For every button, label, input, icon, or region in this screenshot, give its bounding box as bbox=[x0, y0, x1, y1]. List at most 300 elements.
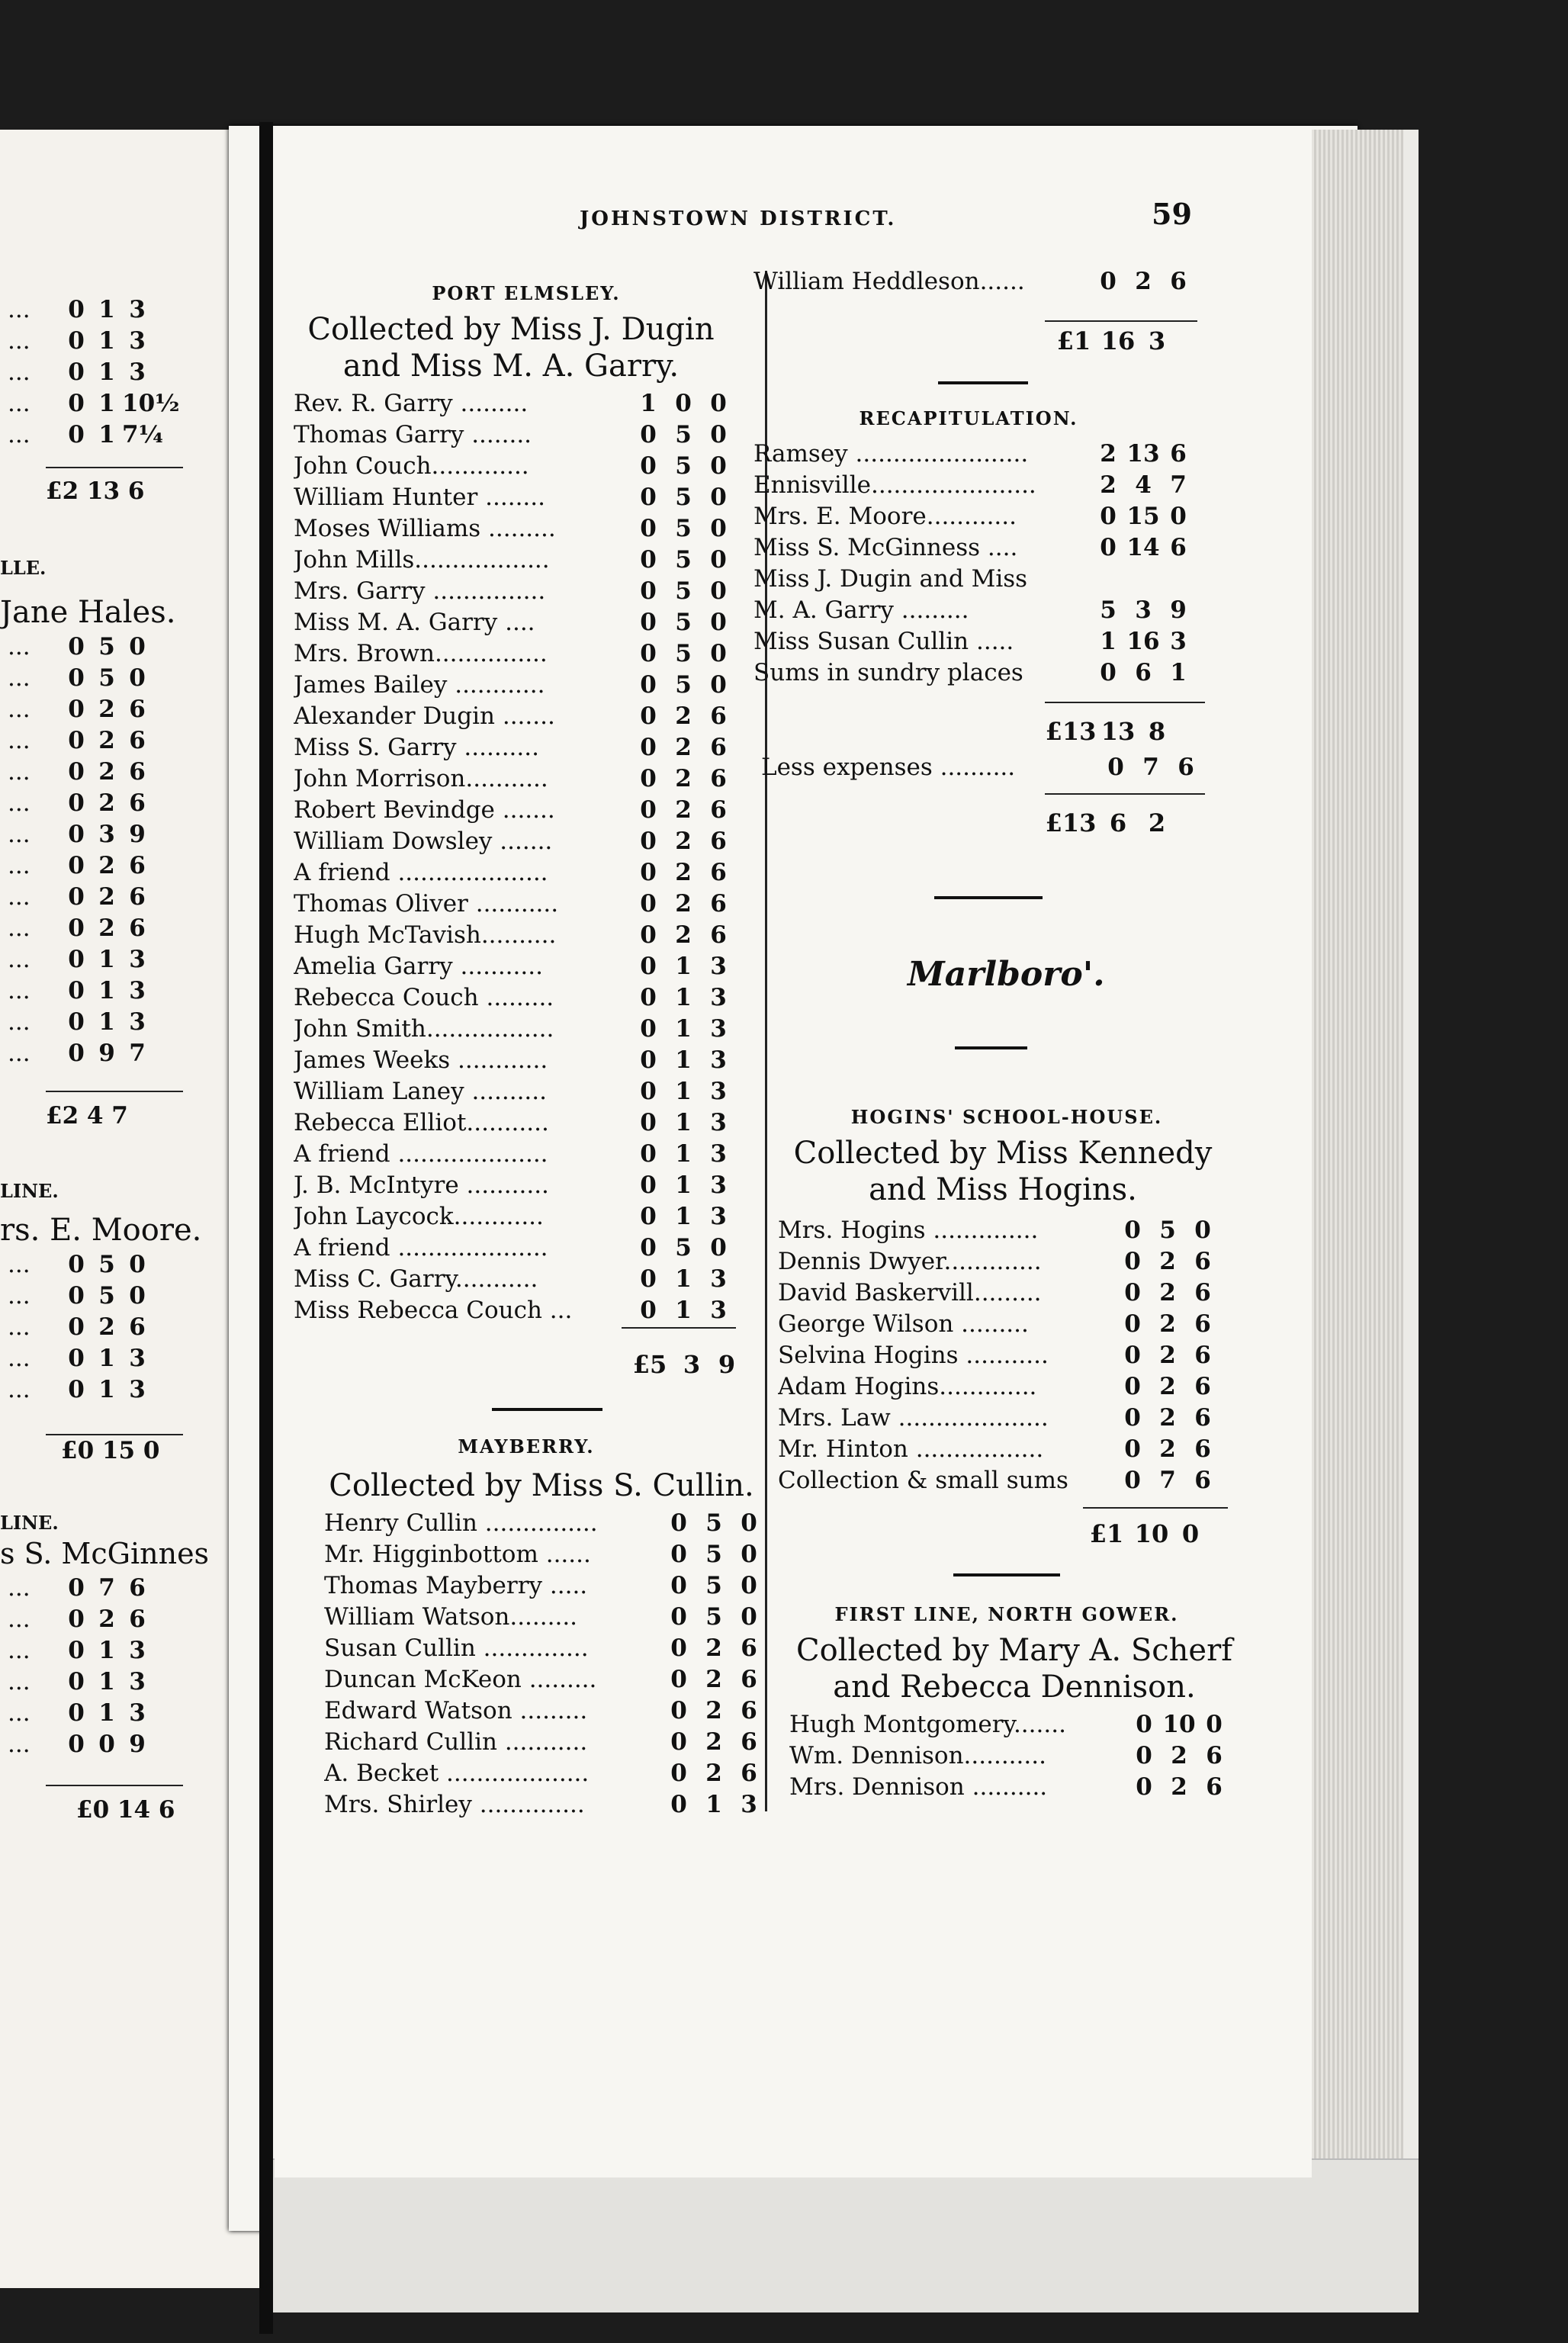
port-elmsley-sum-rule bbox=[622, 1327, 736, 1329]
total-shillings: 6 bbox=[1109, 808, 1127, 837]
entry-pounds: 0 bbox=[640, 1296, 657, 1324]
list-item bbox=[778, 1214, 1220, 1245]
entry-name: Thomas Oliver ........... bbox=[294, 889, 559, 918]
entry-shillings: 15 bbox=[1126, 502, 1160, 530]
entry-name: Miss S. Garry .......... bbox=[294, 733, 539, 761]
list-item bbox=[294, 700, 736, 731]
recap-list bbox=[753, 438, 1196, 688]
recap-net-rule bbox=[1045, 793, 1205, 795]
north-gower-list bbox=[789, 1708, 1232, 1802]
left-page-row bbox=[8, 1731, 153, 1758]
left-page-row bbox=[8, 1040, 153, 1067]
entry-pence: 0 bbox=[710, 483, 727, 511]
list-item bbox=[324, 1570, 766, 1601]
entry-name: A friend .................... bbox=[294, 1233, 548, 1261]
entry-value: 0 bbox=[68, 1668, 85, 1695]
entry-pence: 3 bbox=[710, 1202, 727, 1230]
list-item bbox=[294, 950, 736, 982]
left-page-row bbox=[8, 390, 180, 417]
entry-pounds: 2 bbox=[1100, 439, 1117, 468]
port-elmsley-collector: Collected by Miss J. Dugin and Miss M. A. Garry. bbox=[307, 312, 715, 384]
entry-shillings: 5 bbox=[675, 420, 692, 448]
entry-value: 0 bbox=[68, 1637, 85, 1664]
entry-shillings: 14 bbox=[1126, 533, 1160, 561]
entry-name: Miss Rebecca Couch ... bbox=[294, 1296, 573, 1324]
entry-name: James Bailey ............ bbox=[294, 670, 545, 699]
total-pounds: £1 bbox=[1056, 326, 1091, 355]
entry-pounds: 0 bbox=[1124, 1278, 1141, 1306]
entry-value: 3 bbox=[129, 358, 146, 386]
entry-pounds: 5 bbox=[1100, 596, 1117, 624]
entry-shillings: 7 bbox=[1142, 753, 1159, 781]
entry-value: 0 bbox=[129, 1282, 146, 1310]
section-divider bbox=[934, 896, 1043, 899]
entry-shillings: 2 bbox=[675, 733, 692, 761]
leader-dots: ... bbox=[8, 1345, 31, 1372]
left-page-text: s S. McGinnes bbox=[0, 1537, 210, 1570]
entry-pence: 6 bbox=[1170, 439, 1187, 468]
entry-pounds: 0 bbox=[640, 983, 657, 1011]
entry-value: 6 bbox=[129, 789, 146, 817]
entry-name: Mr. Hinton ................. bbox=[778, 1435, 1044, 1463]
entry-pounds: 0 bbox=[1124, 1435, 1141, 1463]
mayberry-collector: Collected by Miss S. Cullin. bbox=[329, 1468, 754, 1503]
entry-name: Mrs. Brown............... bbox=[294, 639, 548, 667]
left-page-row bbox=[8, 1282, 153, 1310]
list-item bbox=[789, 1740, 1232, 1771]
leader-dots: ... bbox=[8, 1376, 31, 1403]
entry-pounds: 0 bbox=[640, 921, 657, 949]
leader-dots: ... bbox=[8, 727, 31, 754]
entry-value: 2 bbox=[98, 1605, 115, 1633]
entry-shillings: 5 bbox=[705, 1571, 722, 1599]
entry-name: Hugh Montgomery....... bbox=[789, 1710, 1066, 1738]
entry-name: Miss Susan Cullin ..... bbox=[753, 627, 1014, 655]
entry-pence: 0 bbox=[710, 545, 727, 574]
leader-dots: ... bbox=[8, 633, 31, 660]
entry-pence: 6 bbox=[1194, 1435, 1211, 1463]
list-item bbox=[294, 1138, 736, 1169]
list-item bbox=[294, 731, 736, 763]
entry-value: 0 bbox=[68, 1376, 85, 1403]
leader-dots: ... bbox=[8, 696, 31, 723]
total-shillings: 16 bbox=[1100, 326, 1136, 355]
left-page-row bbox=[8, 696, 153, 723]
entry-shillings: 1 bbox=[675, 1202, 692, 1230]
entry-value: 2 bbox=[98, 758, 115, 786]
entry-shillings: 2 bbox=[1171, 1741, 1187, 1769]
entry-value: 0 bbox=[68, 883, 85, 911]
entry-pounds: 0 bbox=[670, 1571, 687, 1599]
entry-name: Sums in sundry places bbox=[753, 658, 1023, 686]
left-page-row bbox=[8, 914, 153, 942]
entry-value: 0 bbox=[68, 421, 85, 448]
leader-dots: ... bbox=[8, 821, 31, 848]
mayberry-title: MAYBERRY. bbox=[458, 1435, 595, 1458]
list-item bbox=[294, 419, 736, 450]
entry-value: 7 bbox=[129, 1040, 146, 1067]
left-page-row bbox=[8, 664, 153, 692]
entry-pence: 7 bbox=[1170, 471, 1187, 499]
hogins-total bbox=[1083, 1519, 1208, 1548]
entry-name: Miss M. A. Garry .... bbox=[294, 608, 535, 636]
leader-dots: ... bbox=[8, 883, 31, 911]
left-page-row bbox=[8, 1605, 153, 1633]
entry-pounds: 0 bbox=[640, 1014, 657, 1043]
entry-pence: 6 bbox=[741, 1759, 757, 1787]
entry-pence: 0 bbox=[1194, 1216, 1211, 1244]
entry-pounds: 0 bbox=[1100, 267, 1117, 295]
entry-pence: 3 bbox=[710, 1265, 727, 1293]
entry-pence: 1 bbox=[1170, 658, 1187, 686]
left-page-row bbox=[8, 977, 153, 1004]
left-page-row bbox=[8, 1637, 153, 1664]
list-item bbox=[753, 438, 1196, 469]
entry-name: William Watson......... bbox=[324, 1602, 578, 1631]
entry-value: 3 bbox=[129, 1345, 146, 1372]
leader-dots: ... bbox=[8, 914, 31, 942]
entry-pence: 0 bbox=[710, 389, 727, 417]
entry-pounds: 0 bbox=[670, 1665, 687, 1693]
entry-name: Henry Cullin ............... bbox=[324, 1509, 598, 1537]
list-item bbox=[753, 500, 1196, 532]
entry-pence: 6 bbox=[710, 764, 727, 792]
entry-pence: 6 bbox=[1194, 1466, 1211, 1494]
entry-shillings: 5 bbox=[675, 545, 692, 574]
entry-pounds: 0 bbox=[640, 889, 657, 918]
entry-value: 6 bbox=[129, 852, 146, 879]
entry-pence: 6 bbox=[741, 1696, 757, 1724]
entry-name: Mrs. Dennison .......... bbox=[789, 1773, 1048, 1801]
entry-value: 5 bbox=[98, 1282, 115, 1310]
entry-value: 1 bbox=[98, 358, 115, 386]
leader-dots: ... bbox=[8, 1313, 31, 1341]
entry-name: John Smith................. bbox=[294, 1014, 554, 1043]
entry-name: Hugh McTavish.......... bbox=[294, 921, 557, 949]
list-item bbox=[294, 606, 736, 638]
entry-value: 0 bbox=[68, 296, 85, 323]
leader-dots: ... bbox=[8, 1731, 31, 1758]
entry-pence: 3 bbox=[710, 1046, 727, 1074]
entry-value: 0 bbox=[68, 390, 85, 417]
list-item bbox=[324, 1632, 766, 1663]
left-page-text: £0 14 6 bbox=[76, 1796, 175, 1824]
entry-name: Duncan McKeon ......... bbox=[324, 1665, 597, 1693]
entry-pence: 0 bbox=[741, 1602, 757, 1631]
total-pence: 2 bbox=[1148, 808, 1166, 837]
left-page-row bbox=[8, 1345, 153, 1372]
left-page-rule bbox=[46, 1434, 183, 1435]
entry-name: Mrs. Shirley .............. bbox=[324, 1790, 585, 1818]
entry-pence: 0 bbox=[710, 608, 727, 636]
entry-name: Miss S. McGinness .... bbox=[753, 533, 1018, 561]
list-item bbox=[294, 1169, 736, 1200]
entry-shillings: 5 bbox=[675, 608, 692, 636]
entry-name: A friend .................... bbox=[294, 858, 548, 886]
entry-value: 9 bbox=[129, 1731, 146, 1758]
entry-pence: 0 bbox=[710, 452, 727, 480]
entry-value: 0 bbox=[68, 789, 85, 817]
left-page-text: £0 15 0 bbox=[61, 1437, 160, 1464]
entry-pounds: 0 bbox=[1136, 1741, 1152, 1769]
entry-value: 0 bbox=[68, 1699, 85, 1727]
left-page-rule bbox=[46, 1785, 183, 1786]
entry-value: 5 bbox=[98, 633, 115, 660]
list-item bbox=[324, 1695, 766, 1726]
book-gutter bbox=[259, 122, 273, 2334]
leader-dots: ... bbox=[8, 1699, 31, 1727]
entry-name: Rebecca Couch ......... bbox=[294, 983, 554, 1011]
entry-name: J. B. McIntyre ........... bbox=[294, 1171, 549, 1199]
entry-value: 0 bbox=[68, 633, 85, 660]
entry-name: William Heddleson...... bbox=[753, 267, 1025, 295]
left-page-row bbox=[8, 421, 163, 448]
entry-pence: 6 bbox=[1194, 1247, 1211, 1275]
entry-value: 2 bbox=[98, 789, 115, 817]
entry-pounds: 0 bbox=[670, 1540, 687, 1568]
entry-pounds: 0 bbox=[640, 1265, 657, 1293]
entry-name: William Hunter ........ bbox=[294, 483, 545, 511]
entry-shillings: 1 bbox=[675, 1171, 692, 1199]
entry-shillings: 2 bbox=[675, 764, 692, 792]
entry-name: A friend .................... bbox=[294, 1139, 548, 1168]
entry-pounds: 0 bbox=[670, 1634, 687, 1662]
entry-pence: 3 bbox=[710, 1171, 727, 1199]
entry-name: Thomas Garry ........ bbox=[294, 420, 532, 448]
entry-value: 0 bbox=[68, 1574, 85, 1602]
entry-shillings: 5 bbox=[705, 1602, 722, 1631]
entry-value: 6 bbox=[129, 1313, 146, 1341]
north-gower-title: FIRST LINE, NORTH GOWER. bbox=[834, 1603, 1179, 1625]
entry-pounds: 0 bbox=[640, 1108, 657, 1136]
list-item bbox=[324, 1507, 766, 1538]
list-item bbox=[294, 544, 736, 575]
entry-pence: 0 bbox=[710, 514, 727, 542]
entry-value: 0 bbox=[68, 1313, 85, 1341]
entry-value: 0 bbox=[68, 327, 85, 355]
page-edges bbox=[1312, 130, 1411, 2235]
hogins-collector: Collected by Miss Kennedy and Miss Hogins. bbox=[793, 1136, 1213, 1207]
entry-value: 1 bbox=[98, 1637, 115, 1664]
entry-value: 7 bbox=[98, 1574, 115, 1602]
entry-value: 6 bbox=[129, 727, 146, 754]
left-page-row bbox=[8, 1574, 153, 1602]
left-page-rule bbox=[46, 467, 183, 468]
list-item bbox=[778, 1245, 1220, 1277]
entry-pence: 9 bbox=[1170, 596, 1187, 624]
list-item bbox=[753, 657, 1196, 688]
entry-pounds: 0 bbox=[640, 1139, 657, 1168]
entry-pounds: 0 bbox=[670, 1790, 687, 1818]
entry-pounds: 0 bbox=[1100, 658, 1117, 686]
entry-value: 0 bbox=[68, 1731, 85, 1758]
entry-pounds: 0 bbox=[1124, 1403, 1141, 1432]
list-item bbox=[753, 625, 1196, 657]
entry-shillings: 1 bbox=[675, 1014, 692, 1043]
entry-value: 1 bbox=[98, 296, 115, 323]
entry-value: 6 bbox=[129, 758, 146, 786]
entry-pounds: 0 bbox=[640, 733, 657, 761]
list-item bbox=[753, 532, 1196, 563]
entry-pounds: 1 bbox=[640, 389, 657, 417]
entry-pence: 3 bbox=[710, 983, 727, 1011]
left-page-rule bbox=[46, 1091, 183, 1092]
entry-pounds: 0 bbox=[1136, 1710, 1152, 1738]
list-item bbox=[294, 1107, 736, 1138]
entry-value: 7¼ bbox=[122, 421, 163, 448]
entry-value: 1 bbox=[98, 946, 115, 973]
entry-pounds: 0 bbox=[1100, 502, 1117, 530]
entry-pounds: 0 bbox=[640, 952, 657, 980]
left-page-text: rs. E. Moore. bbox=[0, 1213, 202, 1248]
list-item bbox=[324, 1789, 766, 1820]
entry-value: 0 bbox=[68, 946, 85, 973]
total-pounds: £1 bbox=[1089, 1519, 1124, 1548]
entry-pence: 6 bbox=[710, 733, 727, 761]
entry-name: Mrs. Garry ............... bbox=[294, 577, 546, 605]
entry-shillings: 1 bbox=[705, 1790, 722, 1818]
list-item bbox=[778, 1308, 1220, 1339]
left-page-text: Jane Hales. bbox=[0, 595, 176, 630]
entry-pounds: 0 bbox=[640, 670, 657, 699]
entry-pounds: 2 bbox=[1100, 471, 1117, 499]
recap-expenses bbox=[761, 751, 1203, 783]
leader-dots: ... bbox=[8, 977, 31, 1004]
entry-pence: 0 bbox=[741, 1509, 757, 1537]
entry-pence: 0 bbox=[710, 1233, 727, 1261]
entry-pounds: 0 bbox=[640, 514, 657, 542]
entry-pounds: 0 bbox=[640, 483, 657, 511]
entry-value: 2 bbox=[98, 914, 115, 942]
leader-dots: ... bbox=[8, 1251, 31, 1278]
entry-value: 1 bbox=[98, 1699, 115, 1727]
entry-pence: 3 bbox=[710, 1014, 727, 1043]
leader-dots: ... bbox=[8, 1574, 31, 1602]
leader-dots: ... bbox=[8, 358, 31, 386]
page-number: 59 bbox=[1152, 197, 1192, 231]
entry-name: Robert Bevindge ....... bbox=[294, 795, 555, 824]
entry-value: 0 bbox=[129, 633, 146, 660]
left-page-row bbox=[8, 1699, 153, 1727]
leader-dots: ... bbox=[8, 390, 31, 417]
entry-value: 1 bbox=[98, 421, 115, 448]
entry-shillings: 5 bbox=[675, 452, 692, 480]
entry-pounds: 0 bbox=[640, 1233, 657, 1261]
entry-name: M. A. Garry ......... bbox=[753, 596, 969, 624]
entry-value: 1 bbox=[98, 327, 115, 355]
entry-name: William Laney .......... bbox=[294, 1077, 547, 1105]
entry-pounds: 0 bbox=[1100, 533, 1117, 561]
total-pounds: £5 bbox=[632, 1350, 667, 1379]
list-item bbox=[324, 1601, 766, 1632]
entry-value: 0 bbox=[68, 1008, 85, 1036]
list-item bbox=[294, 450, 736, 481]
list-item bbox=[294, 513, 736, 544]
entry-shillings: 7 bbox=[1159, 1466, 1176, 1494]
recap-sum-rule bbox=[1045, 702, 1205, 703]
left-page-row bbox=[8, 1668, 153, 1695]
left-page-row bbox=[8, 946, 153, 973]
list-item bbox=[294, 763, 736, 794]
entry-shillings: 2 bbox=[1159, 1341, 1176, 1369]
entry-value: 0 bbox=[68, 758, 85, 786]
entry-name: George Wilson ......... bbox=[778, 1310, 1029, 1338]
entry-pence: 6 bbox=[1194, 1341, 1211, 1369]
entry-pounds: 0 bbox=[1124, 1310, 1141, 1338]
recap-gross-total bbox=[1045, 717, 1174, 746]
entry-value: 1 bbox=[98, 977, 115, 1004]
list-item bbox=[294, 1075, 736, 1107]
leader-dots: ... bbox=[8, 1605, 31, 1633]
running-header: JOHNSTOWN DISTRICT. bbox=[580, 207, 897, 230]
list-item bbox=[294, 575, 736, 606]
section-divider bbox=[492, 1408, 602, 1411]
entry-shillings: 10 bbox=[1162, 1710, 1196, 1738]
entry-shillings: 2 bbox=[1159, 1403, 1176, 1432]
hogins-sum-rule bbox=[1083, 1507, 1228, 1509]
list-item bbox=[294, 1263, 736, 1294]
total-shillings: 10 bbox=[1134, 1519, 1169, 1548]
entry-shillings: 1 bbox=[675, 1139, 692, 1168]
entry-value: 0 bbox=[129, 1251, 146, 1278]
entry-shillings: 5 bbox=[705, 1509, 722, 1537]
entry-value: 6 bbox=[129, 696, 146, 723]
entry-value: 3 bbox=[129, 327, 146, 355]
entry-value: 3 bbox=[98, 821, 115, 848]
list-item bbox=[324, 1726, 766, 1757]
entry-pence: 6 bbox=[1194, 1403, 1211, 1432]
left-page-row bbox=[8, 727, 153, 754]
entry-name: Moses Williams ......... bbox=[294, 514, 556, 542]
entry-shillings: 5 bbox=[675, 483, 692, 511]
entry-value: 3 bbox=[129, 1008, 146, 1036]
entry-value: 1 bbox=[98, 1376, 115, 1403]
left-page-row bbox=[8, 1008, 153, 1036]
left-page-row bbox=[8, 358, 153, 386]
entry-pence: 6 bbox=[710, 889, 727, 918]
list-item bbox=[294, 982, 736, 1013]
entry-shillings: 2 bbox=[705, 1759, 722, 1787]
entry-value: 3 bbox=[129, 977, 146, 1004]
total-pence: 8 bbox=[1148, 717, 1166, 746]
list-item bbox=[778, 1433, 1220, 1464]
entry-value: 2 bbox=[98, 852, 115, 879]
entry-value: 0 bbox=[68, 914, 85, 942]
entry-value: 6 bbox=[129, 1574, 146, 1602]
left-page-row bbox=[8, 821, 153, 848]
north-gower-collector: Collected by Mary A. Scherf and Rebecca Dennison. bbox=[795, 1633, 1233, 1705]
entry-value: 2 bbox=[98, 1313, 115, 1341]
list-item bbox=[294, 1200, 736, 1232]
entry-value: 0 bbox=[68, 1251, 85, 1278]
entry-shillings: 2 bbox=[675, 889, 692, 918]
entry-shillings: 2 bbox=[705, 1728, 722, 1756]
entry-pence: 6 bbox=[710, 858, 727, 886]
left-page-row bbox=[8, 789, 153, 817]
entry-shillings: 3 bbox=[1135, 596, 1152, 624]
entry-pence: 3 bbox=[710, 1108, 727, 1136]
leader-dots: ... bbox=[8, 1008, 31, 1036]
entry-pence: 0 bbox=[710, 670, 727, 699]
entry-shillings: 2 bbox=[1159, 1278, 1176, 1306]
entry-shillings: 2 bbox=[705, 1665, 722, 1693]
entry-value: 0 bbox=[68, 852, 85, 879]
entry-pence: 3 bbox=[710, 1077, 727, 1105]
section-divider bbox=[953, 1573, 1060, 1576]
entry-name: Susan Cullin .............. bbox=[324, 1634, 589, 1662]
leader-dots: ... bbox=[8, 852, 31, 879]
list-item bbox=[294, 794, 736, 825]
